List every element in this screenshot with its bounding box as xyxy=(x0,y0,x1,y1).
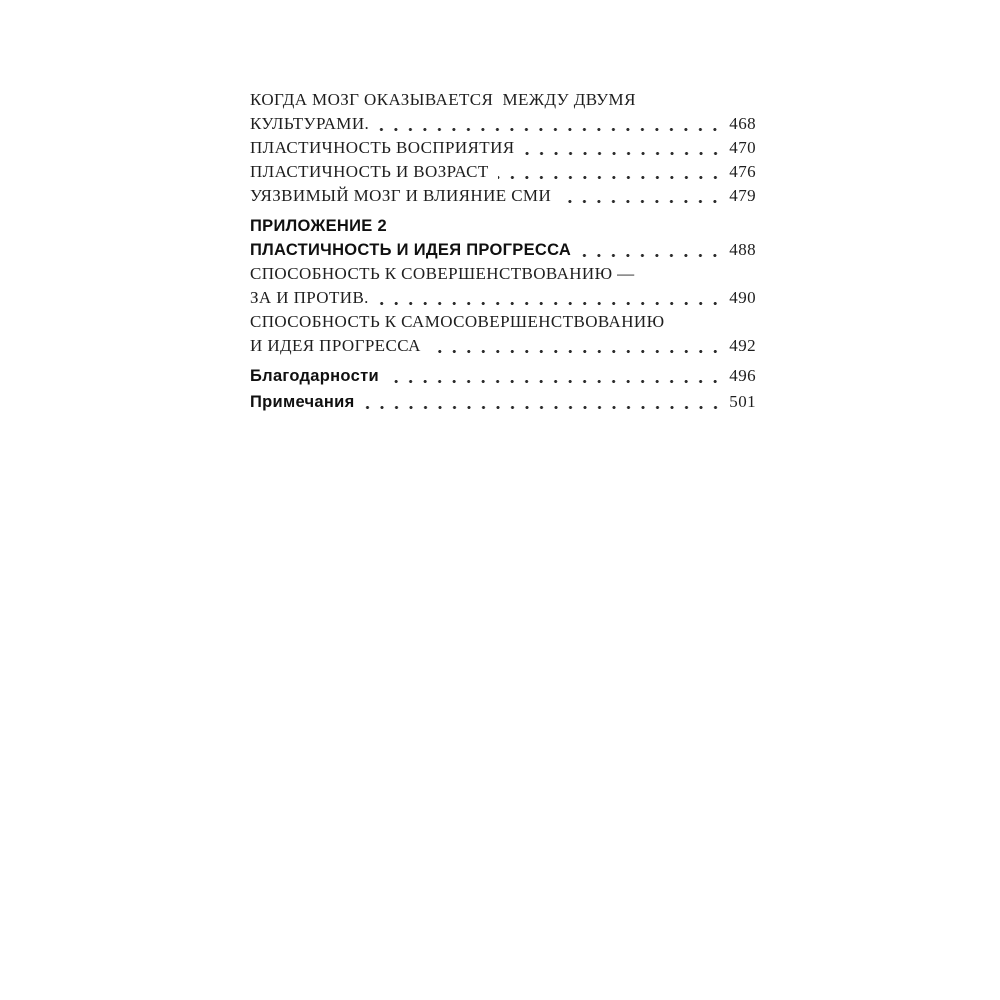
toc-page-number: 492 xyxy=(729,336,756,355)
toc-entry-row xyxy=(250,184,756,208)
toc-entry-row xyxy=(250,160,756,184)
toc-entry-row xyxy=(250,390,756,414)
toc-entry-title: УЯЗВИМЫЙ МОЗГ И ВЛИЯНИЕ СМИ xyxy=(250,186,552,205)
table-of-contents xyxy=(250,88,756,414)
toc-page-number: 476 xyxy=(729,162,756,181)
toc-entry-title: КОГДА МОЗГ ОКАЗЫВАЕТСЯ МЕЖДУ ДВУМЯ xyxy=(250,90,636,109)
dot-leader xyxy=(580,238,722,262)
toc-section-heading-row xyxy=(250,214,756,238)
toc-entry-row xyxy=(250,364,756,388)
toc-entry-title: СПОСОБНОСТЬ К СОВЕРШЕНСТВОВАНИЮ — xyxy=(250,264,635,283)
toc-entry-row xyxy=(250,136,756,160)
toc-page-number: 501 xyxy=(729,392,756,411)
toc-entry-title: ПЛАСТИЧНОСТЬ И ИДЕЯ ПРОГРЕССА xyxy=(250,241,572,259)
dot-leader xyxy=(498,160,723,184)
toc-page-number: 468 xyxy=(729,114,756,133)
dot-leader xyxy=(524,136,723,160)
dot-leader xyxy=(378,112,722,136)
toc-entry-title: СПОСОБНОСТЬ К САМОСОВЕРШЕНСТВОВАНИЮ xyxy=(250,312,665,331)
toc-entry-row xyxy=(250,334,756,358)
toc-entry-title: И ИДЕЯ ПРОГРЕССА xyxy=(250,336,421,355)
dot-leader xyxy=(364,390,723,414)
toc-entry-row xyxy=(250,112,756,136)
toc-page-number: 479 xyxy=(729,186,756,205)
toc-section-heading: ПРИЛОЖЕНИЕ 2 xyxy=(250,217,387,235)
toc-entry-title: Примечания xyxy=(250,393,355,411)
toc-page-number: 470 xyxy=(729,138,756,157)
toc-entry-title: ЗА И ПРОТИВ. xyxy=(250,288,369,307)
toc-entry-row xyxy=(250,262,756,286)
toc-entry-title: ПЛАСТИЧНОСТЬ И ВОЗРАСТ xyxy=(250,162,489,181)
toc-entry-row xyxy=(250,88,756,112)
toc-entry-title: Благодарности xyxy=(250,367,379,385)
toc-entry-title: КУЛЬТУРАМИ. xyxy=(250,114,370,133)
toc-page-number: 490 xyxy=(729,288,756,307)
dot-leader xyxy=(388,364,722,388)
toc-entry-row xyxy=(250,238,756,262)
toc-entry-row xyxy=(250,286,756,310)
toc-page-number: 496 xyxy=(729,366,756,385)
dot-leader xyxy=(378,286,722,310)
dot-leader xyxy=(430,334,723,358)
toc-entry-title: ПЛАСТИЧНОСТЬ ВОСПРИЯТИЯ xyxy=(250,138,515,157)
dot-leader xyxy=(560,184,722,208)
toc-entry-row xyxy=(250,310,756,334)
toc-page-number: 488 xyxy=(729,240,756,259)
